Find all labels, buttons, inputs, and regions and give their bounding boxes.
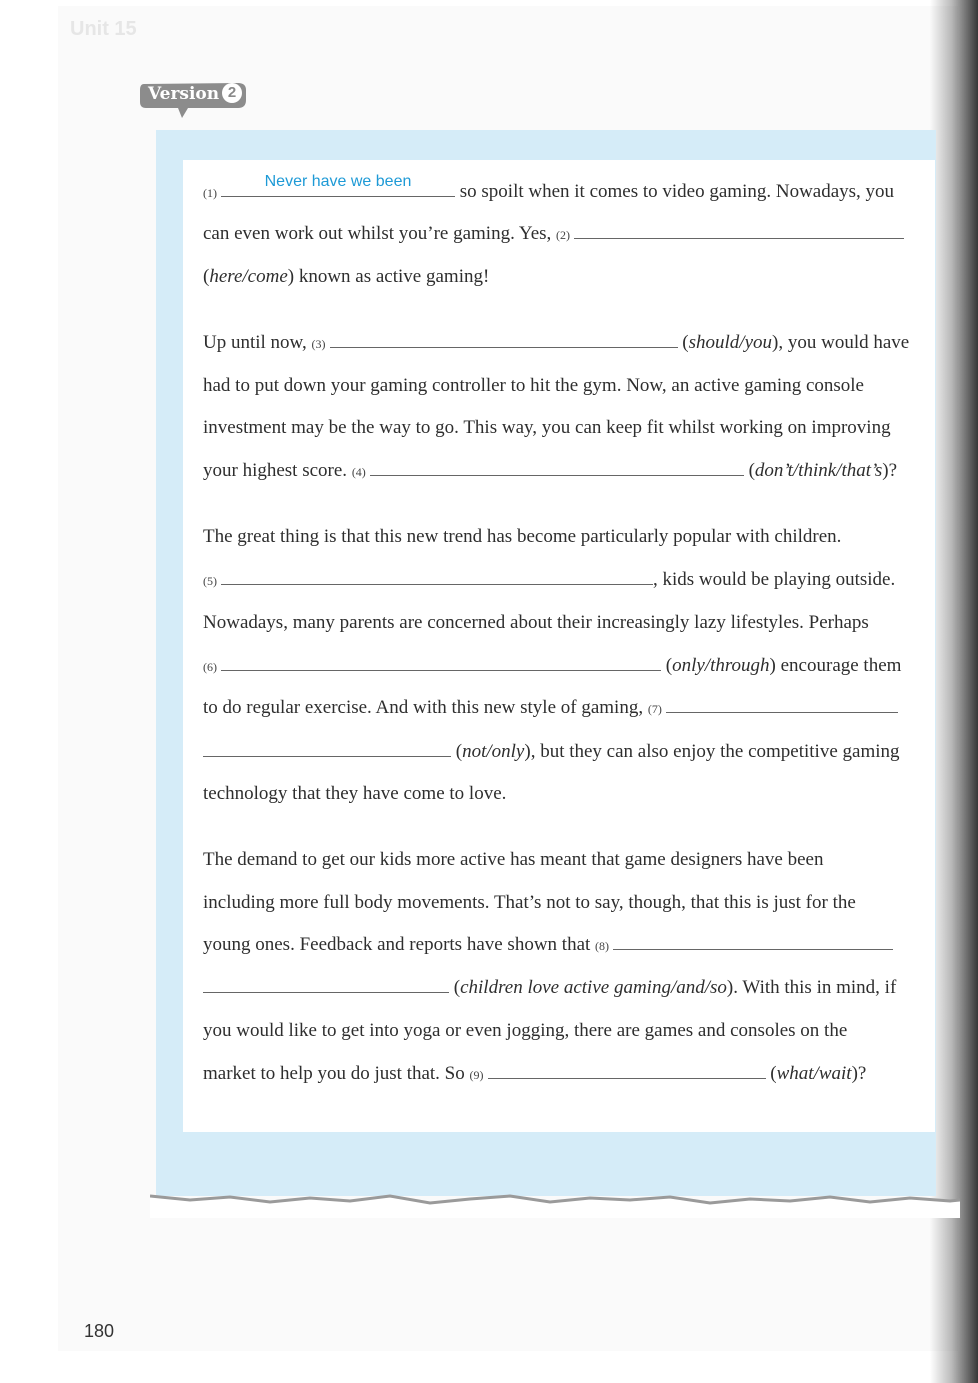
p3-line-4: (6) (only/through) encourage them: [203, 655, 902, 676]
gap-number-2: (2): [556, 228, 571, 242]
gap-number-1: (1): [203, 186, 217, 200]
p3-line-7: technology that they have come to love.: [203, 783, 507, 804]
p3-line-1: The great thing is that this new trend has become particularly popular with children.: [203, 526, 842, 547]
p4-l4-end: . With this in mind, if: [733, 977, 897, 998]
gap-3-field[interactable]: [330, 333, 678, 348]
p4-line-2: including more full body movements. That’s not to say, though, that this is just for the: [203, 892, 856, 913]
p4-line-6: market to help you do just that. So (9) (what/wait)?: [203, 1063, 867, 1084]
p2-line-3: investment may be the way to go. This way, you can keep fit whilst working on improving: [203, 417, 891, 438]
p4-line-3: [203, 934, 893, 957]
bleed-through-header: Unit 15: [70, 18, 137, 40]
gap-number-5: (5): [203, 574, 217, 588]
page-spine-shadow: [930, 0, 978, 1383]
gap-2-field[interactable]: [574, 224, 904, 239]
gap-8-field-part-1[interactable]: [613, 935, 893, 950]
gap-1-field[interactable]: [221, 173, 455, 197]
gap-8-cue: children love active gaming/and/so: [460, 977, 727, 998]
p3-l6-end: , but they can also enjoy the competitive gaming: [530, 741, 900, 762]
gap-number-7: (7): [647, 702, 662, 716]
p1-l3-text: known as active gaming!: [298, 266, 490, 287]
p4-l3-text: young ones. Feedback and reports have shown that: [203, 934, 591, 955]
gap-2-cue: here/come: [209, 266, 288, 287]
p2-l4-text: your highest score.: [203, 460, 348, 481]
p2-line-2: had to put down your gaming controller to hit the gym. Now, an active gaming console: [203, 375, 864, 396]
p3-line-6: (not/only), but they can also enjoy the competitive gaming: [203, 741, 900, 763]
p3-l4-end: encourage them: [780, 655, 902, 676]
gap-number-3: (3): [311, 337, 326, 351]
p2-l1-end: , you would have: [778, 332, 910, 353]
gap-6-cue: only/through: [672, 655, 770, 676]
p3-l5-text: to do regular exercise. And with this new style of gaming,: [203, 697, 644, 718]
p4-l6-text: market to help you do just that. So: [203, 1063, 465, 1084]
p3-line-5: [203, 697, 898, 720]
gap-8-field-part-2[interactable]: [203, 978, 449, 993]
gap-9-cue: what/wait: [776, 1063, 852, 1084]
p4-line-5: you would like to get into yoga or even jogging, there are games and consoles on the: [203, 1020, 848, 1041]
p1-l2-text: can even work out whilst you’re gaming. Yes,: [203, 223, 552, 244]
p4-line-1: The demand to get our kids more active has meant that game designers have been: [203, 849, 824, 870]
version-number: 2: [222, 83, 242, 103]
gap-1-answer: Never have we been: [264, 173, 412, 190]
gap-6-field[interactable]: [221, 656, 661, 671]
gap-4-field[interactable]: [370, 461, 744, 476]
gap-number-6: (6): [203, 660, 217, 674]
p4-line-4: (children love active gaming/and/so). With this in mind, if: [203, 977, 896, 999]
p1-line-1: [203, 173, 895, 204]
p4-qmark: ?: [857, 1063, 867, 1084]
torn-paper-edge: [150, 1188, 960, 1218]
gap-7-cue: not/only: [462, 741, 525, 762]
p2-qmark: ?: [888, 460, 898, 481]
p1-line-2: [203, 223, 904, 246]
p2-l1-text: Up until now,: [203, 332, 307, 353]
gap-3-cue: should/you: [688, 332, 773, 353]
p1-line-3: (here/come) known as active gaming!: [203, 266, 490, 287]
p2-line-1: Up until now, (3) (should/you), you would have: [203, 332, 910, 353]
gap-number-4: (4): [351, 465, 366, 479]
p2-line-4: your highest score. (4) (don’t/think/that’s)?: [203, 460, 898, 481]
p3-l2-end: , kids would be playing outside.: [653, 569, 896, 590]
gap-7-field-part-1[interactable]: [666, 698, 898, 713]
p3-line-2: [203, 569, 895, 592]
version-label: Version: [148, 84, 220, 104]
gap-7-field-part-2[interactable]: [203, 742, 451, 757]
gap-9-field[interactable]: [488, 1064, 766, 1079]
p1-l1-text: so spoilt when it comes to video gaming. Nowadays, you: [459, 181, 895, 202]
gap-5-field[interactable]: [221, 570, 653, 585]
gap-number-9: (9): [469, 1068, 484, 1082]
page-number: 180: [84, 1321, 115, 1341]
gap-number-8: (8): [595, 939, 610, 953]
p3-line-3: Nowadays, many parents are concerned about their increasingly lazy lifestyles. Perhaps: [203, 612, 869, 633]
gap-4-cue: don’t/think/that’s: [754, 460, 883, 481]
version-badge: [138, 80, 250, 114]
